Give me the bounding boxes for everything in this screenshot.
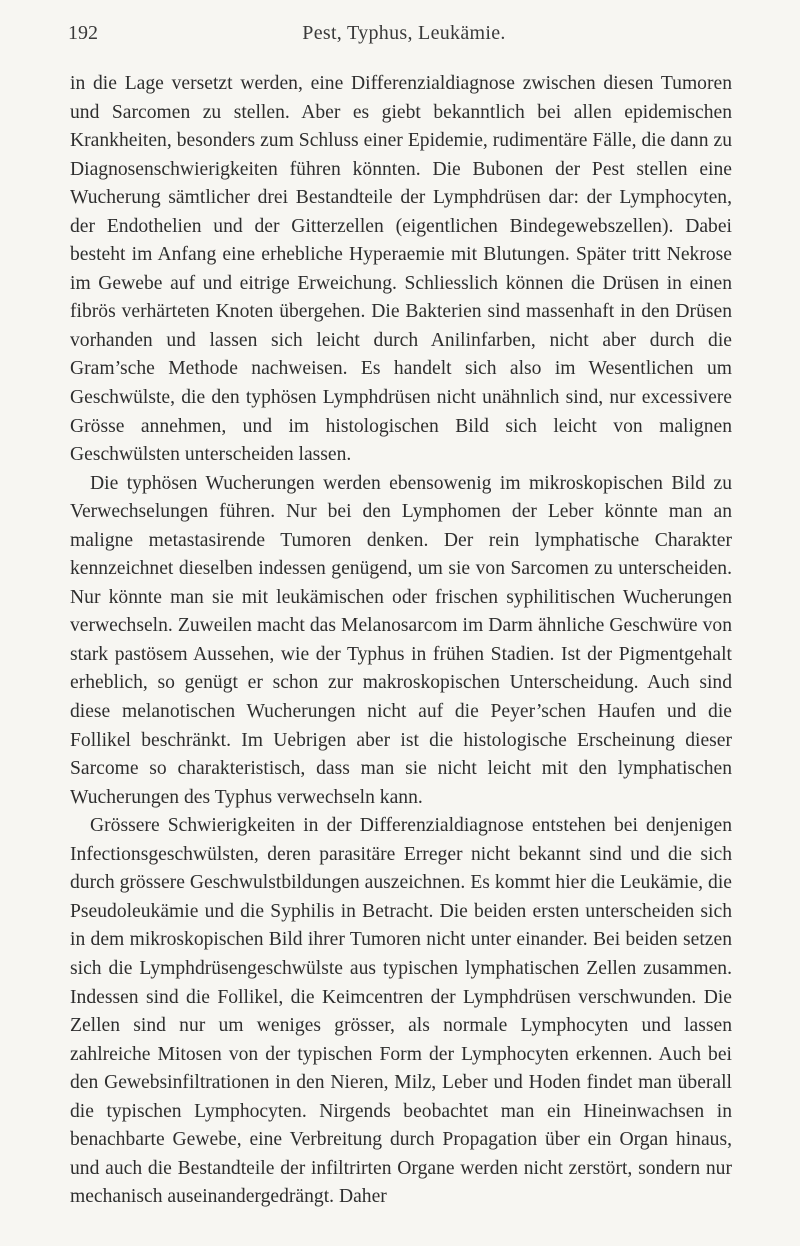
- paragraph-continued: in die Lage versetzt werden, eine Differenzialdiagnose zwischen diesen Tumoren und Sarcomen zu stellen. Aber es giebt bekanntlich bei allen epidemischen Krankheiten, besonders zum Schluss einer Epidemie, rudimentäre Fälle, die dann zu Diagnosenschwierigkeiten führen könnten. Die Bubonen der Pest stellen eine Wucherung sämtlicher drei Bestandteile der Lymphdrüsen dar: der Lymphocyten, der Endothelien und der Gitterzellen (eigentlichen Bindegewebszellen). Dabei besteht im Anfang eine erhebliche Hyperaemie mit Blutungen. Später tritt Nekrose im Gewebe auf und eitrige Erweichung. Schliesslich können die Drüsen in einen fibrös verhärteten Knoten übergehen. Die Bakterien sind massenhaft in den Drüsen vorhanden und lassen sich leicht durch Anilinfarben, nicht aber durch die Gram’sche Methode nachweisen. Es handelt sich also im Wesentlichen um Geschwülste, die den typhösen Lymphdrüsen nicht unähnlich sind, nur excessivere Grösse annehmen, und im histologischen Bild sich leicht von malignen Geschwülsten unterscheiden lassen.: [70, 73, 732, 466]
- page-number: 192: [68, 22, 98, 44]
- paragraph-typhus: Die typhösen Wucherungen werden ebensowenig im mikroskopischen Bild zu Verwechselungen führen. Nur bei den Lymphomen der Leber könnte man an maligne metastasirende Tumoren denken. Der rein lymphatische Charakter kennzeichnet dieselben indessen genügend, um sie von Sarcomen zu unterscheiden. Nur könnte man sie mit leukämischen oder frischen syphilitischen Wucherungen verwechseln. Zuweilen macht das Melanosarcom im Darm ähnliche Geschwüre von stark pastösem Aussehen, wie der Typhus in frühen Stadien. Ist der Pigmentgehalt erheblich, so genügt er schon zur makroskopischen Unterscheidung. Auch sind diese melanotischen Wucherungen nicht auf die Peyer’schen Haufen und die Follikel beschränkt. Im Uebrigen aber ist die histologische Erscheinung dieser Sarcome so charakteristisch, dass man sie nicht leicht mit den lymphatischen Wucherungen des Typhus verwechseln kann.: [70, 472, 732, 808]
- running-head: [68, 20, 740, 50]
- running-title: Pest, Typhus, Leukämie.: [302, 22, 506, 44]
- paragraph-leukaemia: Grössere Schwierigkeiten in der Differenzialdiagnose entstehen bei denjenigen Infectionsgeschwülsten, deren parasitäre Erreger nicht bekannt sind und die sich durch grössere Geschwulstbildungen auszeichnen. Es kommt hier die Leukämie, die Pseudoleukämie und die Syphilis in Betracht. Die beiden ersten unterscheiden sich in dem mikroskopischen Bild ihrer Tumoren nicht unter einander. Bei beiden setzen sich die Lymphdrüsengeschwülste aus typischen lymphatischen Zellen zusammen. Indessen sind die Follikel, die Keimcentren der Lymphdrüsen verschwunden. Die Zellen sind nur um weniges grösser, als normale Lymphocyten und lassen zahlreiche Mitosen von der typischen Form der Lymphocyten erkennen. Auch bei den Gewebsinfiltrationen in den Nieren, Milz, Leber und Hoden findet man überall die typischen Lymphocyten. Nirgends beobachtet man ein Hineinwachsen in benachbarte Gewebe, eine Verbreitung durch Propagation über ein Organ hinaus, und auch die Bestandteile der infiltrirten Organe werden nicht zerstört, sondern nur mechanisch auseinandergedrängt. Daher: [70, 815, 732, 1208]
- body-text: [70, 70, 732, 1212]
